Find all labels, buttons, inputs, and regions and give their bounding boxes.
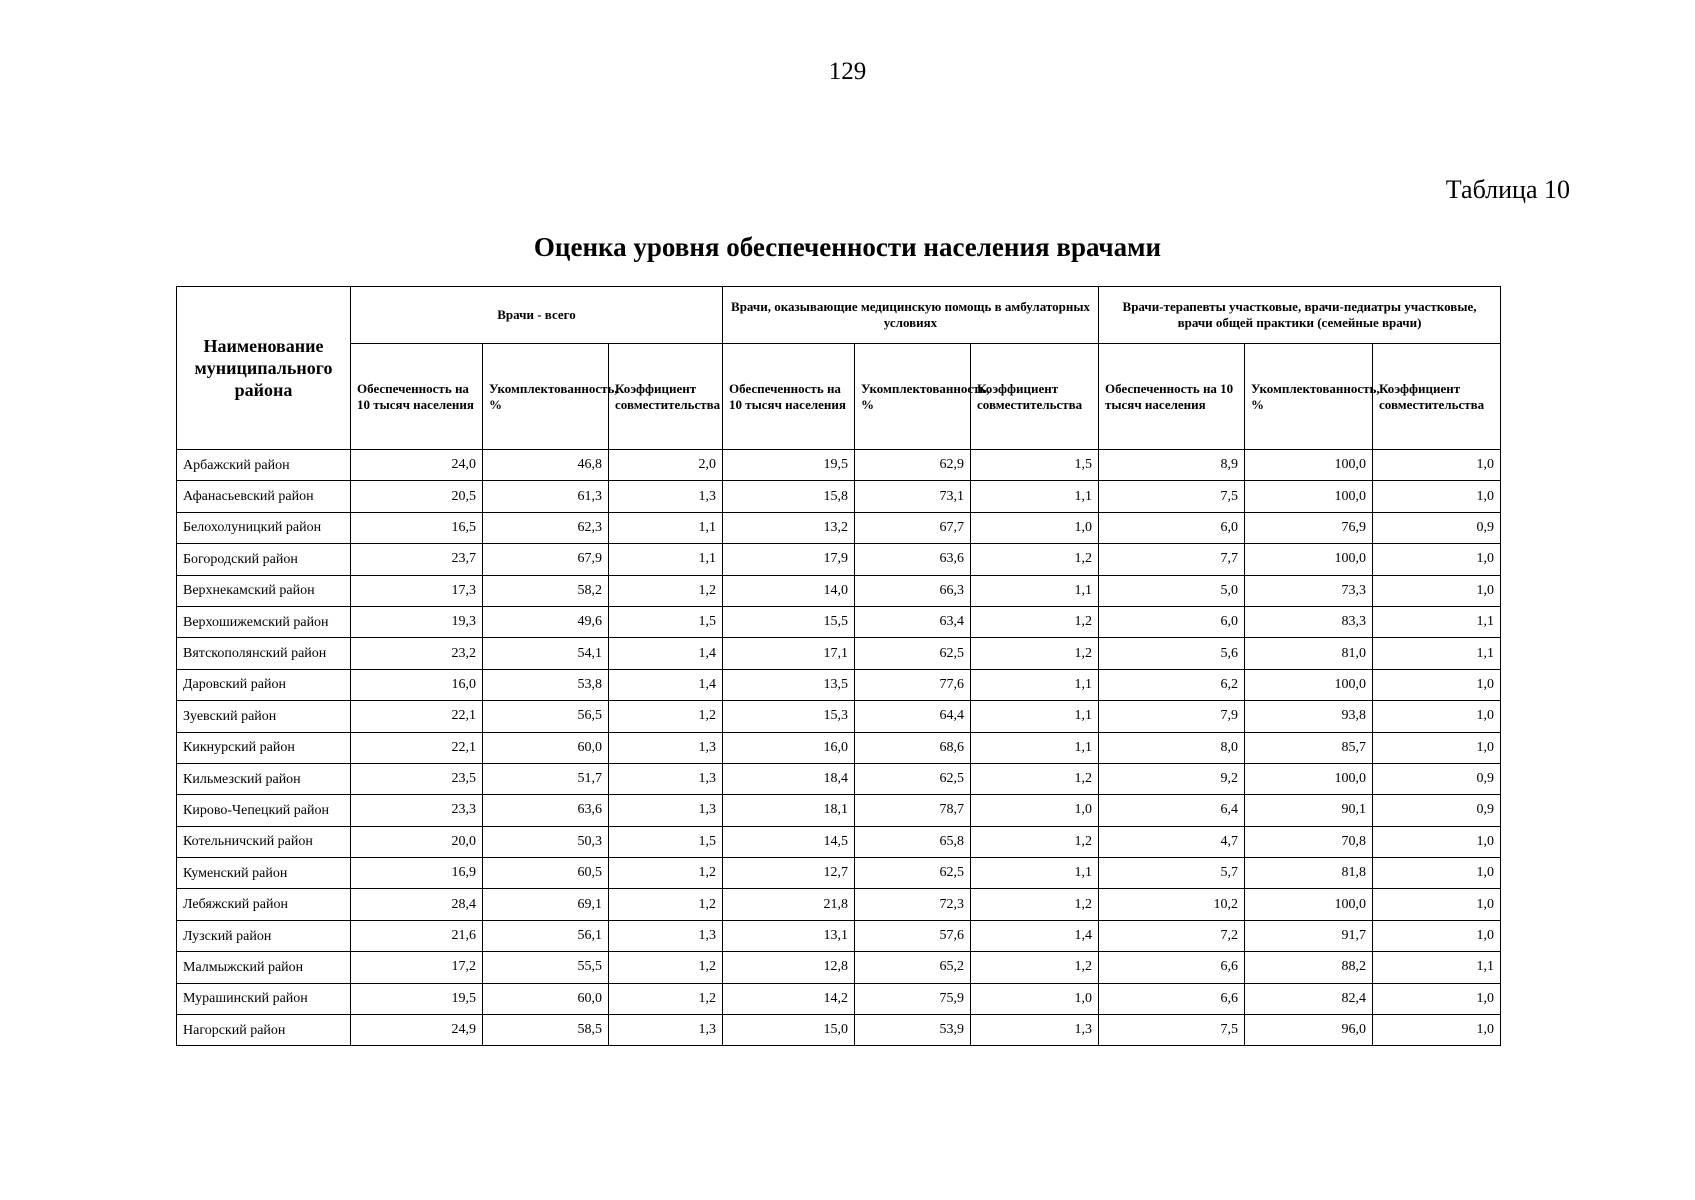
value-cell: 1,2 [609,858,723,889]
value-cell: 24,9 [351,1015,483,1046]
value-cell: 6,6 [1099,983,1245,1014]
value-cell: 6,6 [1099,952,1245,983]
value-cell: 1,3 [609,481,723,512]
value-cell: 51,7 [483,763,609,794]
value-cell: 1,5 [971,450,1099,481]
value-cell: 1,0 [971,983,1099,1014]
value-cell: 81,0 [1245,638,1373,669]
header-combination-coefficient: Коэффициент совместительства [1373,344,1501,450]
value-cell: 1,2 [609,889,723,920]
value-cell: 62,5 [855,638,971,669]
value-cell: 1,2 [971,889,1099,920]
value-cell: 24,0 [351,450,483,481]
value-cell: 15,0 [723,1015,855,1046]
value-cell: 23,5 [351,763,483,794]
value-cell: 1,2 [971,544,1099,575]
header-supply-per-10k: Обеспеченность на 10 тысяч населения [351,344,483,450]
value-cell: 82,4 [1245,983,1373,1014]
value-cell: 96,0 [1245,1015,1373,1046]
value-cell: 4,7 [1099,826,1245,857]
value-cell: 1,1 [1373,638,1501,669]
district-name-cell: Богородский район [177,544,351,575]
value-cell: 6,0 [1099,606,1245,637]
district-name-cell: Нагорский район [177,1015,351,1046]
value-cell: 1,0 [1373,575,1501,606]
value-cell: 63,6 [483,795,609,826]
value-cell: 56,1 [483,920,609,951]
district-name-cell: Белохолуницкий район [177,512,351,543]
value-cell: 1,2 [609,983,723,1014]
table-row [177,450,1501,481]
value-cell: 1,2 [971,638,1099,669]
value-cell: 63,6 [855,544,971,575]
value-cell: 16,9 [351,858,483,889]
value-cell: 73,1 [855,481,971,512]
table-row [177,544,1501,575]
value-cell: 90,1 [1245,795,1373,826]
value-cell: 77,6 [855,669,971,700]
district-name-cell: Лебяжский район [177,889,351,920]
value-cell: 68,6 [855,732,971,763]
header-combination-coefficient: Коэффициент совместительства [971,344,1099,450]
value-cell: 7,5 [1099,481,1245,512]
value-cell: 1,2 [971,606,1099,637]
value-cell: 16,0 [723,732,855,763]
table-row [177,1015,1501,1046]
value-cell: 21,8 [723,889,855,920]
district-name-cell: Кикнурский район [177,732,351,763]
value-cell: 65,8 [855,826,971,857]
value-cell: 14,2 [723,983,855,1014]
value-cell: 100,0 [1245,889,1373,920]
value-cell: 100,0 [1245,544,1373,575]
value-cell: 12,8 [723,952,855,983]
value-cell: 83,3 [1245,606,1373,637]
value-cell: 7,7 [1099,544,1245,575]
value-cell: 1,0 [1373,1015,1501,1046]
value-cell: 6,4 [1099,795,1245,826]
value-cell: 13,5 [723,669,855,700]
value-cell: 1,0 [1373,450,1501,481]
value-cell: 1,3 [609,763,723,794]
table-row [177,575,1501,606]
document-title: Оценка уровня обеспеченности населения врачами [533,232,1162,262]
value-cell: 8,0 [1099,732,1245,763]
value-cell: 62,3 [483,512,609,543]
value-cell: 13,2 [723,512,855,543]
table-label: Таблица 10 [1445,175,1570,204]
header-staffing-percent: Укомплектованность, % [855,344,971,450]
value-cell: 16,0 [351,669,483,700]
district-name-cell: Котельничский район [177,826,351,857]
value-cell: 7,5 [1099,1015,1245,1046]
value-cell: 1,3 [609,732,723,763]
value-cell: 1,0 [1373,669,1501,700]
value-cell: 1,1 [1373,606,1501,637]
value-cell: 6,2 [1099,669,1245,700]
value-cell: 17,1 [723,638,855,669]
value-cell: 1,0 [1373,701,1501,732]
header-group-district-therapists: Врачи-терапевты участковые, врачи-педиатры участковые, врачи общей практики (семейные врачи) [1099,287,1501,344]
header-staffing-percent: Укомплектованность, % [1245,344,1373,450]
value-cell: 60,5 [483,858,609,889]
table-row [177,983,1501,1014]
value-cell: 17,9 [723,544,855,575]
value-cell: 1,4 [971,920,1099,951]
table-row [177,732,1501,763]
district-name-cell: Афанасьевский район [177,481,351,512]
value-cell: 0,9 [1373,795,1501,826]
value-cell: 15,3 [723,701,855,732]
value-cell: 23,3 [351,795,483,826]
district-name-cell: Малмыжский район [177,952,351,983]
value-cell: 15,8 [723,481,855,512]
value-cell: 100,0 [1245,669,1373,700]
value-cell: 1,2 [971,826,1099,857]
value-cell: 1,2 [609,575,723,606]
value-cell: 19,5 [723,450,855,481]
table-row [177,669,1501,700]
value-cell: 10,2 [1099,889,1245,920]
doctors-supply-table [176,286,1501,1046]
value-cell: 0,9 [1373,512,1501,543]
value-cell: 1,4 [609,638,723,669]
value-cell: 46,8 [483,450,609,481]
value-cell: 12,7 [723,858,855,889]
value-cell: 1,2 [971,952,1099,983]
value-cell: 1,5 [609,606,723,637]
value-cell: 1,3 [609,920,723,951]
district-name-cell: Зуевский район [177,701,351,732]
table-row [177,795,1501,826]
header-district-name: Наименование муниципального района [177,287,351,450]
value-cell: 60,0 [483,983,609,1014]
value-cell: 1,2 [609,701,723,732]
value-cell: 55,5 [483,952,609,983]
table-row [177,858,1501,889]
value-cell: 62,5 [855,858,971,889]
value-cell: 1,1 [971,858,1099,889]
value-cell: 17,2 [351,952,483,983]
value-cell: 64,4 [855,701,971,732]
table-row [177,481,1501,512]
district-name-cell: Даровский район [177,669,351,700]
district-name-cell: Кирово-Чепецкий район [177,795,351,826]
value-cell: 1,1 [609,544,723,575]
value-cell: 65,2 [855,952,971,983]
header-combination-coefficient: Коэффициент совместительства [609,344,723,450]
value-cell: 58,5 [483,1015,609,1046]
value-cell: 16,5 [351,512,483,543]
value-cell: 62,9 [855,450,971,481]
value-cell: 91,7 [1245,920,1373,951]
value-cell: 1,3 [609,1015,723,1046]
value-cell: 62,5 [855,763,971,794]
header-staffing-percent: Укомплектованность, % [483,344,609,450]
value-cell: 1,0 [1373,481,1501,512]
value-cell: 20,5 [351,481,483,512]
table-row [177,952,1501,983]
value-cell: 18,4 [723,763,855,794]
value-cell: 14,5 [723,826,855,857]
value-cell: 1,1 [971,701,1099,732]
value-cell: 1,1 [1373,952,1501,983]
table-row [177,606,1501,637]
value-cell: 53,8 [483,669,609,700]
value-cell: 8,9 [1099,450,1245,481]
value-cell: 66,3 [855,575,971,606]
value-cell: 15,5 [723,606,855,637]
value-cell: 1,2 [609,952,723,983]
value-cell: 22,1 [351,701,483,732]
value-cell: 14,0 [723,575,855,606]
page-number: 129 [828,58,867,85]
value-cell: 19,3 [351,606,483,637]
value-cell: 1,0 [1373,826,1501,857]
value-cell: 61,3 [483,481,609,512]
value-cell: 23,7 [351,544,483,575]
value-cell: 7,2 [1099,920,1245,951]
value-cell: 1,1 [609,512,723,543]
district-name-cell: Верхошижемский район [177,606,351,637]
value-cell: 18,1 [723,795,855,826]
value-cell: 78,7 [855,795,971,826]
value-cell: 0,9 [1373,763,1501,794]
value-cell: 20,0 [351,826,483,857]
value-cell: 1,3 [609,795,723,826]
value-cell: 19,5 [351,983,483,1014]
value-cell: 1,0 [1373,983,1501,1014]
value-cell: 100,0 [1245,481,1373,512]
value-cell: 7,9 [1099,701,1245,732]
value-cell: 1,1 [971,481,1099,512]
value-cell: 2,0 [609,450,723,481]
value-cell: 60,0 [483,732,609,763]
value-cell: 21,6 [351,920,483,951]
district-name-cell: Куменский район [177,858,351,889]
value-cell: 70,8 [1245,826,1373,857]
value-cell: 28,4 [351,889,483,920]
table-row [177,701,1501,732]
value-cell: 1,1 [971,732,1099,763]
header-supply-per-10k: Обеспеченность на 10 тысяч населения [723,344,855,450]
value-cell: 49,6 [483,606,609,637]
value-cell: 1,5 [609,826,723,857]
district-name-cell: Арбажский район [177,450,351,481]
table-row [177,889,1501,920]
value-cell: 17,3 [351,575,483,606]
value-cell: 67,7 [855,512,971,543]
value-cell: 1,0 [1373,889,1501,920]
value-cell: 1,0 [1373,920,1501,951]
table-row [177,512,1501,543]
district-name-cell: Вятскополянский район [177,638,351,669]
value-cell: 5,7 [1099,858,1245,889]
value-cell: 1,3 [971,1015,1099,1046]
value-cell: 1,0 [1373,732,1501,763]
value-cell: 1,0 [1373,858,1501,889]
district-name-cell: Мурашинский район [177,983,351,1014]
value-cell: 56,5 [483,701,609,732]
value-cell: 13,1 [723,920,855,951]
table-row [177,826,1501,857]
table-row [177,638,1501,669]
header-group-outpatient-doctors: Врачи, оказывающие медицинскую помощь в амбулаторных условиях [723,287,1099,344]
value-cell: 1,0 [971,795,1099,826]
district-name-cell: Кильмезский район [177,763,351,794]
table-row [177,763,1501,794]
district-name-cell: Лузский район [177,920,351,951]
value-cell: 100,0 [1245,450,1373,481]
value-cell: 23,2 [351,638,483,669]
value-cell: 1,1 [971,575,1099,606]
value-cell: 1,0 [971,512,1099,543]
value-cell: 5,6 [1099,638,1245,669]
value-cell: 75,9 [855,983,971,1014]
value-cell: 69,1 [483,889,609,920]
value-cell: 5,0 [1099,575,1245,606]
value-cell: 53,9 [855,1015,971,1046]
table-row [177,920,1501,951]
value-cell: 93,8 [1245,701,1373,732]
value-cell: 58,2 [483,575,609,606]
value-cell: 88,2 [1245,952,1373,983]
value-cell: 6,0 [1099,512,1245,543]
district-name-cell: Верхнекамский район [177,575,351,606]
table-body [177,450,1501,1046]
value-cell: 81,8 [1245,858,1373,889]
value-cell: 50,3 [483,826,609,857]
value-cell: 1,0 [1373,544,1501,575]
value-cell: 100,0 [1245,763,1373,794]
value-cell: 63,4 [855,606,971,637]
value-cell: 54,1 [483,638,609,669]
value-cell: 85,7 [1245,732,1373,763]
header-supply-per-10k: Обеспеченность на 10 тысяч населения [1099,344,1245,450]
value-cell: 73,3 [1245,575,1373,606]
value-cell: 72,3 [855,889,971,920]
value-cell: 76,9 [1245,512,1373,543]
value-cell: 1,2 [971,763,1099,794]
value-cell: 67,9 [483,544,609,575]
value-cell: 57,6 [855,920,971,951]
value-cell: 1,1 [971,669,1099,700]
header-group-all-doctors: Врачи - всего [351,287,723,344]
value-cell: 22,1 [351,732,483,763]
value-cell: 9,2 [1099,763,1245,794]
value-cell: 1,4 [609,669,723,700]
